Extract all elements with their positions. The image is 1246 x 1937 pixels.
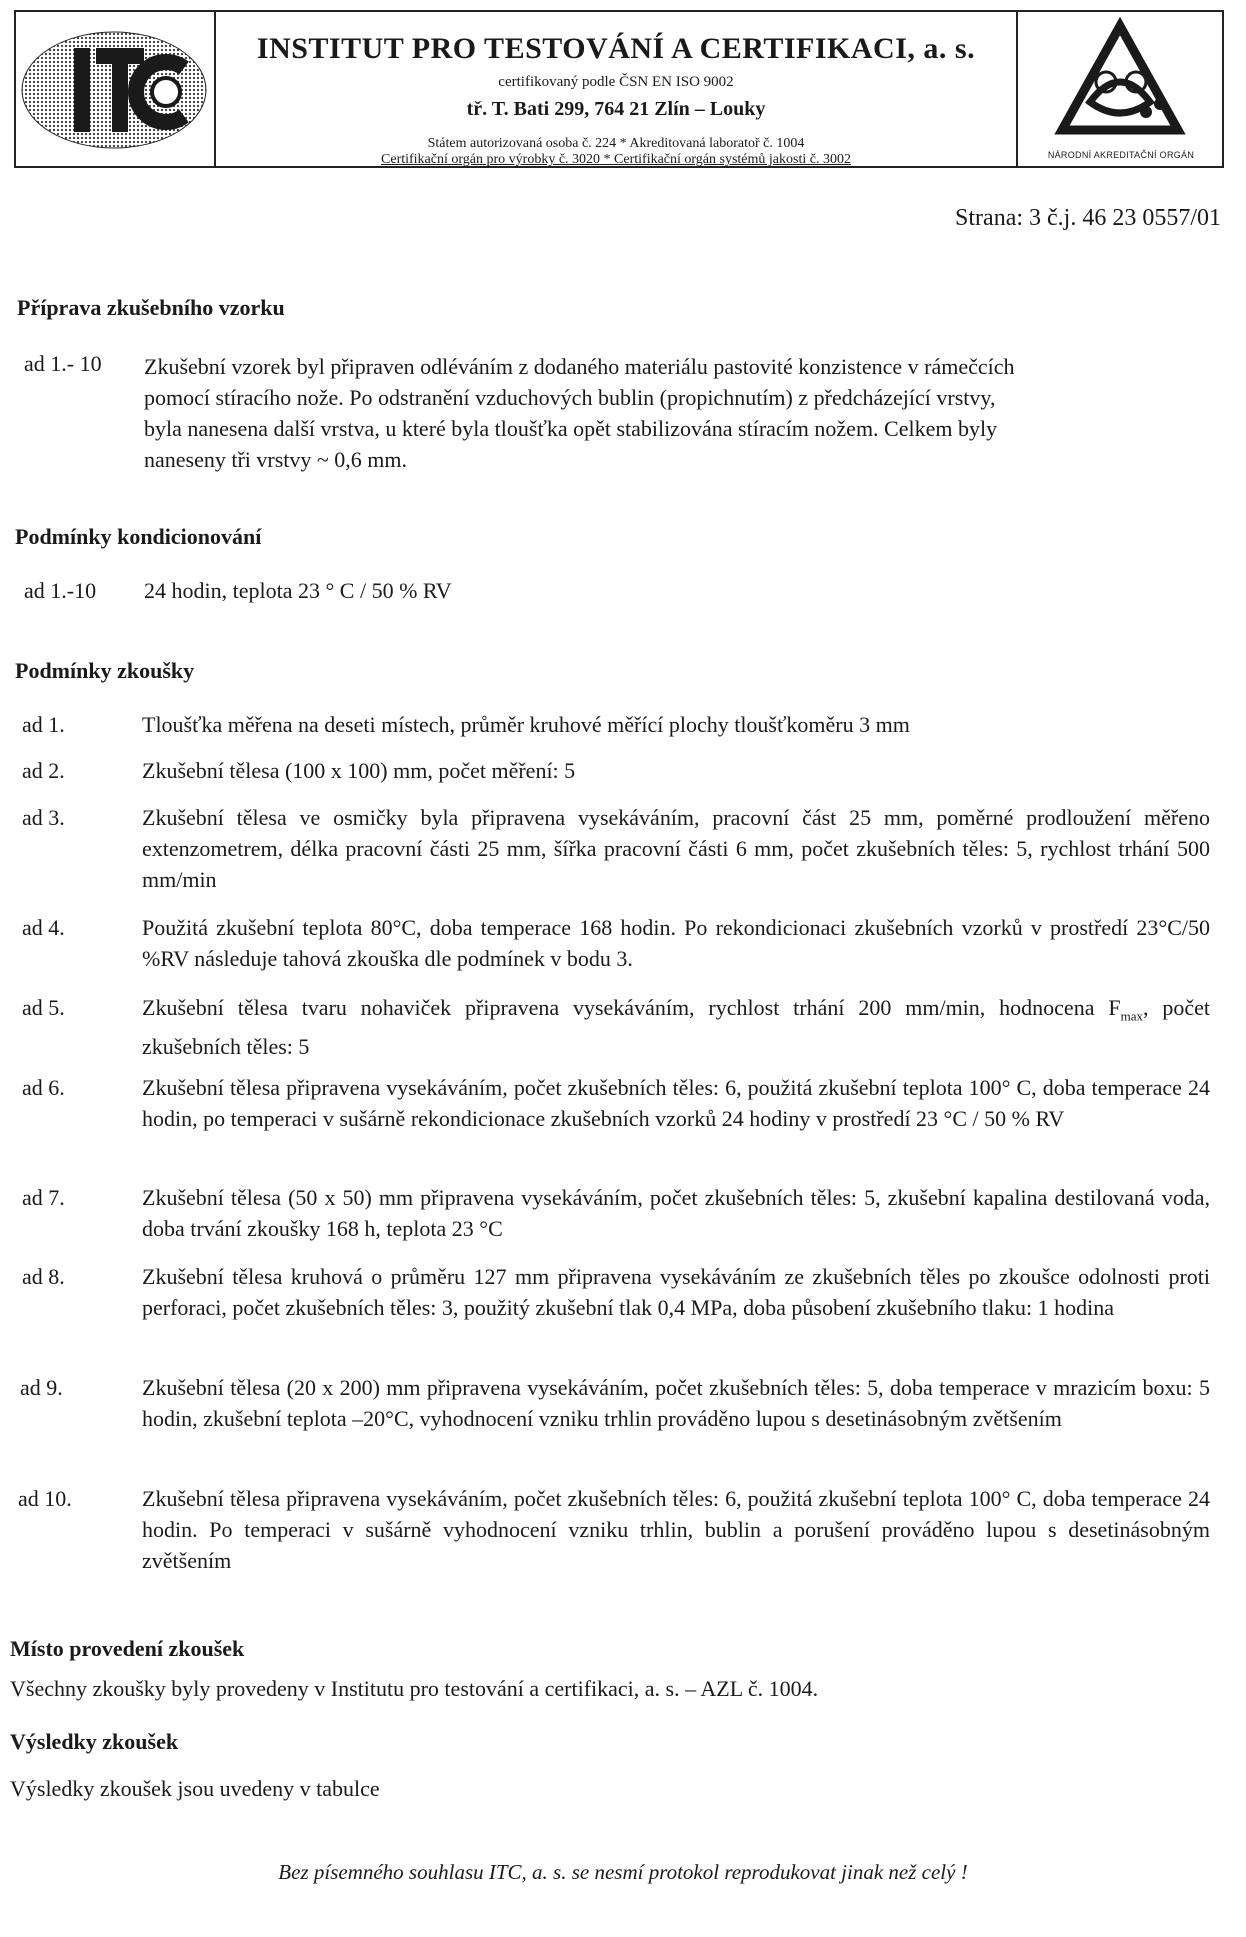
- item-text: Zkušební tělesa kruhová o průměru 127 mm připravena vysekáváním ze zkušebních těles po zkoušce odolnosti proti perforaci, počet zkušebních těles: 3, použitý zkušební tlak 0,4 MPa, doba působení zkušebního tlaku: 1 hodina: [142, 1264, 1210, 1320]
- item-text: Tloušťka měřena na deseti místech, průměr kruhové měřící plochy tloušťkoměru 3 mm: [142, 712, 910, 737]
- footer-note: Bez písemného souhlasu ITC, a. s. se nesmí protokol reprodukovat jinak než celý !: [278, 1860, 968, 1884]
- sample-prep-line: Zkušební vzorek byl připraven odléváním z dodaného materiálu pastovité konzistence v rámečcích: [144, 354, 1015, 379]
- institute-name: INSTITUT PRO TESTOVÁNÍ A CERTIFIKACI, a. s.: [256, 32, 976, 65]
- itc-logo: [16, 12, 216, 166]
- item-label: ad 4.: [22, 915, 65, 940]
- test-results-text: Výsledky zkoušek jsou uvedeny v tabulce: [10, 1776, 380, 1801]
- item-label: ad 3.: [22, 805, 65, 830]
- item-label: ad 2.: [22, 758, 65, 783]
- label-conditioning: ad 1.-10: [24, 578, 97, 603]
- fmax-subscript: max: [1120, 1008, 1143, 1024]
- item-text: Zkušební tělesa připravena vysekáváním, počet zkušebních těles: 6, použitá zkušební teplota 100° C, doba temperace 24 hodin, po temperaci v sušárně rekondicionace zkušebních vzorků 24 hodiny v prostředí 23 °C / 50 % RV: [142, 1075, 1210, 1131]
- accreditation-logo: [1016, 12, 1222, 166]
- item-text-part: Zkušební tělesa tvaru nohaviček připravena vysekáváním, rychlost trhání 200 mm/min, hodnocena F: [142, 995, 1121, 1020]
- heading-test-location: Místo provedení zkoušek: [10, 1636, 245, 1661]
- item-text: Zkušební tělesa ve osmičky byla připravena vysekáváním, pracovní část 25 mm, poměrné prodloužení měřeno extenzometrem, délka pracovní části 25 mm, šířka pracovní části 6 mm, počet zkušebních těles: 5, rychlost trhání 500 mm/min: [142, 805, 1210, 892]
- sample-prep-line: byla nanesena další vrstva, u které byla tloušťka opět stabilizována stíracím nožem. Celkem byly: [144, 416, 998, 441]
- heading-sample-prep: Příprava zkušebního vzorku: [17, 295, 285, 320]
- item-label: ad 7.: [22, 1185, 65, 1210]
- label-sample-prep: ad 1.- 10: [24, 351, 102, 376]
- authorization-line: Státem autorizovaná osoba č. 224 * Akreditovaná laboratoř č. 1004: [427, 136, 805, 151]
- item-text: Zkušební tělesa (50 x 50) mm připravena vysekáváním, počet zkušebních těles: 5, zkušební kapalina destilovaná voda, doba trvání zkoušky 168 h, teplota 23 °C: [142, 1185, 1210, 1241]
- conditioning-text: 24 hodin, teplota 23 ° C / 50 % RV: [144, 578, 452, 603]
- item-label: ad 1.: [22, 712, 65, 737]
- nao-triangle-icon: [1018, 12, 1222, 142]
- item-label: ad 6.: [22, 1075, 65, 1100]
- item-label: ad 9.: [20, 1375, 63, 1400]
- certification-bodies-line: Certifikační orgán pro výrobky č. 3020 * Certifikační orgán systémů jakosti č. 3002: [381, 152, 851, 167]
- institute-address: tř. T. Bati 299, 764 21 Zlín – Louky: [466, 98, 766, 120]
- item-text: [142, 992, 1210, 1062]
- item-text: Zkušební tělesa připravena vysekáváním, počet zkušebních těles: 6, použitá zkušební teplota 100° C, doba temperace 24 hodin. Po temperaci v sušárně vyhodnocení vzniku trhlin, bublin a porušení prováděno lupou s desetinásobným zvětšením: [142, 1486, 1210, 1573]
- letterhead-text: [216, 12, 1016, 166]
- itc-logo-icon: [16, 12, 212, 166]
- item-label: ad 10.: [18, 1486, 72, 1511]
- item-text: Použitá zkušební teplota 80°C, doba temperace 168 hodin. Po rekondicionaci zkušebních vzorků v prostředí 23°C/50 %RV následuje tahová zkouška dle podmínek v bodu 3.: [142, 915, 1210, 971]
- page-reference: Strana: 3 č.j. 46 23 0557/01: [955, 205, 1221, 231]
- sample-prep-line: naneseny tři vrstvy ~ 0,6 mm.: [144, 447, 408, 472]
- certification-note: certifikovaný podle ČSN EN ISO 9002: [498, 74, 734, 90]
- item-text-part: , počet zkušebních těles: 5: [142, 995, 1210, 1060]
- letterhead: [14, 10, 1224, 168]
- heading-test-conditions: Podmínky zkoušky: [15, 658, 195, 683]
- item-text: Zkušební tělesa (100 x 100) mm, počet měření: 5: [142, 758, 576, 783]
- sample-prep-text: [144, 351, 1224, 475]
- heading-conditioning: Podmínky kondicionování: [15, 524, 262, 549]
- item-label: ad 8.: [22, 1264, 65, 1289]
- nao-caption: NÁRODNÍ AKREDITAČNÍ ORGÁN: [1047, 150, 1195, 160]
- sample-prep-line: pomocí stíracího nože. Po odstranění vzduchových bublin (propichnutím) z předcházející vrstvy,: [144, 385, 996, 410]
- test-location-text: Všechny zkoušky byly provedeny v Institutu pro testování a certifikaci, a. s. – AZL č. 1004.: [10, 1676, 819, 1701]
- item-label: ad 5.: [22, 995, 65, 1020]
- heading-test-results: Výsledky zkoušek: [10, 1729, 179, 1754]
- item-text: Zkušební tělesa (20 x 200) mm připravena vysekáváním, počet zkušebních těles: 5, doba temperace v mrazicím boxu: 5 hodin, zkušební teplota –20°C, vyhodnocení vzniku trhlin prováděno lupou s desetinásobným zvětšením: [142, 1375, 1210, 1431]
